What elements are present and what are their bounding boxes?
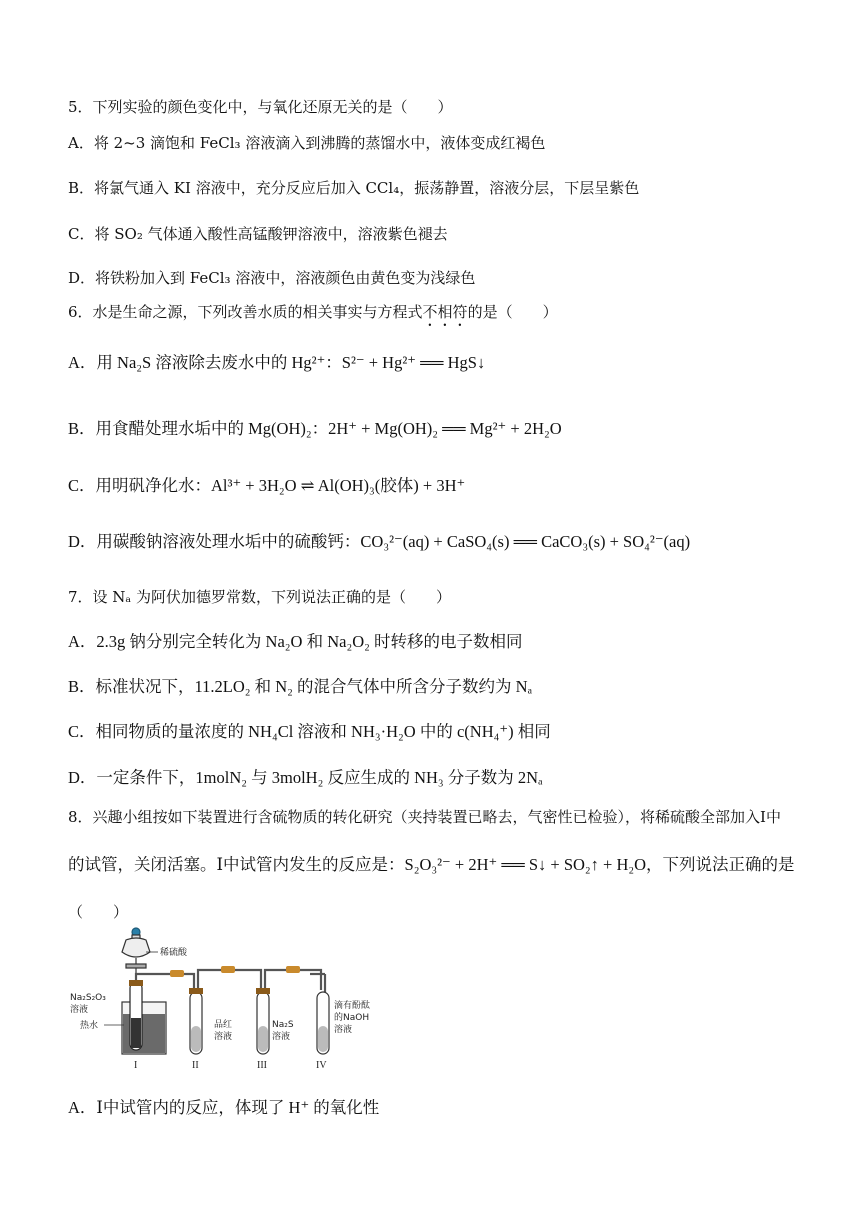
q8-stem-line-2: 的试管，关闭活塞。Ⅰ中试管内发生的反应是：S₂O₃²⁻ + 2H⁺ ══ S↓ + SO₂↑ + H₂O，下列说法正确的是 <box>68 855 795 874</box>
roman-III: III <box>257 1060 267 1071</box>
q6-stem-post: 的是（ ） <box>467 303 558 321</box>
tube-connector-1 <box>170 970 184 977</box>
test-tube-III <box>256 988 270 1054</box>
q8-stem-line-3: （ ） <box>68 903 129 921</box>
label-thiosulfate-1: Na₂S₂O₃ <box>70 993 106 1003</box>
q5-option-c: C．将 SO₂ 气体通入酸性高锰酸钾溶液中，溶液紫色褪去 <box>68 225 448 243</box>
q5-option-a: A．将 2~3 滴饱和 FeCl₃ 溶液滴入到沸腾的蒸馏水中，液体变成红褐色 <box>68 134 546 152</box>
gas-tubing <box>136 970 325 992</box>
q7-stem: 7．设 Nₐ 为阿伏加德罗常数，下列说法正确的是（ ） <box>68 588 451 606</box>
q7-option-d: D．一定条件下，1molN₂ 与 3molH₂ 反应生成的 NH₃ 分子数为 2Nₐ <box>68 768 543 787</box>
q7-option-b: B．标准状况下，11.2LO₂ 和 N₂ 的混合气体中所含分子数约为 Nₐ <box>68 677 533 696</box>
tube-connector-2 <box>221 966 235 973</box>
apparatus-figure <box>66 922 376 1082</box>
label-acid: 稀硫酸 <box>160 948 188 958</box>
label-na2s-2: 溶液 <box>272 1032 291 1042</box>
q6-option-c: C．用明矾净化水：Al³⁺ + 3H₂O ⇌ Al(OH)₃(胶体) + 3H⁺ <box>68 476 466 495</box>
q5-option-b: B．将氯气通入 KI 溶液中，充分反应后加入 CCl₄，振荡静置，溶液分层，下层呈紫色 <box>68 179 640 197</box>
q6-stem <box>68 302 820 330</box>
test-tube-II <box>189 988 203 1054</box>
apparatus-diagram <box>66 922 376 1082</box>
label-thiosulfate-2: 溶液 <box>70 1005 89 1015</box>
roman-IV: IV <box>316 1060 327 1071</box>
label-naoh-2: 的NaOH <box>334 1013 370 1023</box>
tube-connector-3 <box>286 966 300 973</box>
label-na2s-1: Na₂S <box>272 1020 294 1030</box>
test-tube-IV <box>317 992 329 1054</box>
separatory-funnel <box>122 928 150 980</box>
label-naoh-3: 溶液 <box>334 1025 353 1035</box>
beaker-I <box>122 980 166 1054</box>
q6-option-a: A．用 Na₂S 溶液除去废水中的 Hg²⁺：S²⁻ + Hg²⁺ ══ HgS↓ <box>68 353 486 372</box>
q8-stem-line-1: 8．兴趣小组按如下装置进行含硫物质的转化研究（夹持装置已略去，气密性已检验），将稀硫酸全部加入Ⅰ中 <box>68 808 781 826</box>
label-naoh-1: 滴有酚酞 <box>334 1001 371 1011</box>
roman-II: II <box>192 1060 199 1071</box>
q5-stem: 5．下列实验的颜色变化中，与氧化还原无关的是（ ） <box>68 98 453 116</box>
q8-option-a: A．Ⅰ中试管内的反应，体现了 H⁺ 的氧化性 <box>68 1098 380 1117</box>
label-hot-water: 热水 <box>80 1021 99 1031</box>
q6-option-b: B．用食醋处理水垢中的 Mg(OH)₂：2H⁺ + Mg(OH)₂ ══ Mg²⁺ + 2H₂O <box>68 419 562 438</box>
q6-option-d: D．用碳酸钠溶液处理水垢中的硫酸钙：CO₃²⁻(aq) + CaSO₄(s) ══ CaCO₃(s) + SO₄²⁻(aq) <box>68 532 691 551</box>
q6-stem-pre: 6．水是生命之源，下列改善水质的相关事实与方程式 <box>68 303 423 321</box>
roman-I: I <box>134 1060 138 1071</box>
q5-option-d: D．将铁粉加入到 FeCl₃ 溶液中，溶液颜色由黄色变为浅绿色 <box>68 269 476 287</box>
q6-stem-emphasis: 不相符 <box>422 303 468 321</box>
label-fuchsine-2: 溶液 <box>214 1032 233 1042</box>
label-fuchsine-1: 品红 <box>214 1020 233 1030</box>
q7-option-c: C．相同物质的量浓度的 NH₄Cl 溶液和 NH₃·H₂O 中的 c(NH₄⁺) 相同 <box>68 722 551 741</box>
q7-option-a: A．2.3g 钠分别完全转化为 Na₂O 和 Na₂O₂ 时转移的电子数相同 <box>68 632 523 651</box>
